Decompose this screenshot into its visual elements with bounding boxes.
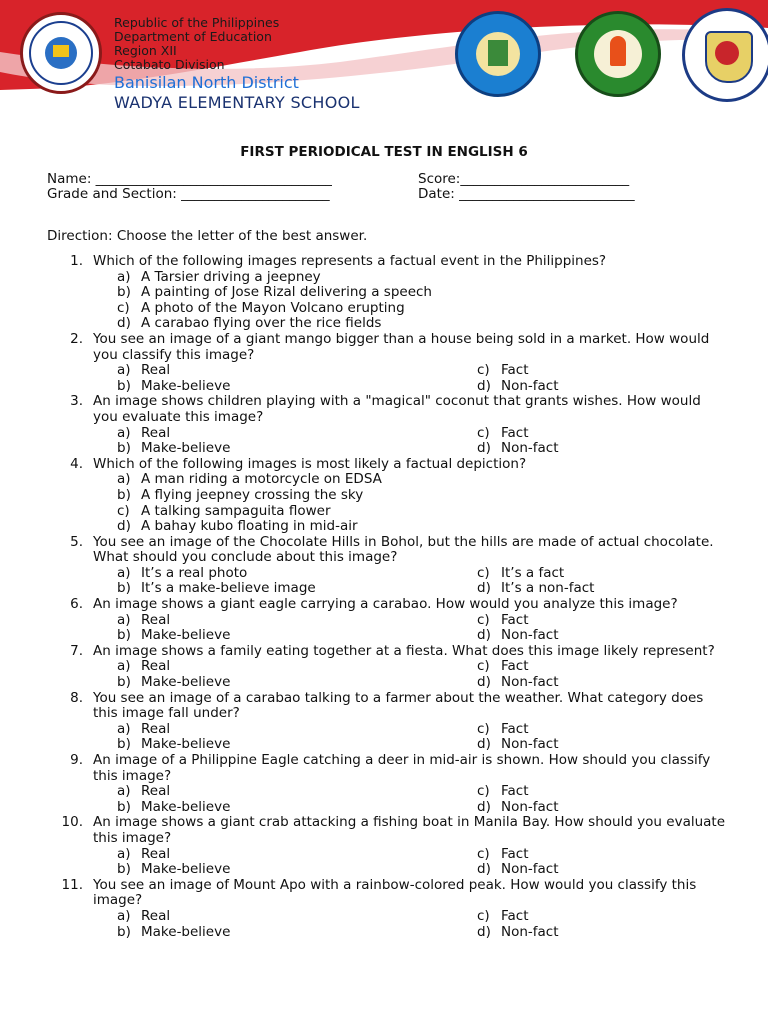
date-field: Date: __________________________ [418, 186, 635, 202]
option-letter: a) [117, 268, 131, 285]
option-text: Make-believe [141, 861, 231, 878]
question-number: 6. [70, 596, 83, 613]
question-number: 4. [70, 455, 83, 472]
question-text: Which of the following images represents a factual event in the Philippines? [93, 253, 607, 269]
answer-option [93, 675, 453, 691]
answer-option [453, 862, 653, 878]
question-number: 10. [61, 814, 83, 831]
option-letter: d) [477, 627, 491, 644]
option-text: Real [141, 424, 171, 441]
agency-lines [114, 16, 279, 72]
option-text: Non-fact [501, 377, 559, 394]
question-number: 2. [70, 330, 83, 347]
option-letter: c) [477, 424, 490, 441]
option-letter: a) [117, 471, 131, 488]
school-seal-icon [20, 12, 102, 94]
answer-options [93, 472, 727, 534]
question-text: An image shows children playing with a "magical" coconut that grants wishes. How would you evaluate this image? [93, 393, 701, 425]
direction-text: Direction: Choose the letter of the best answer. [47, 228, 368, 244]
question-list [47, 254, 727, 940]
answer-options [93, 426, 727, 457]
answer-option [93, 301, 727, 317]
option-letter: d) [477, 580, 491, 597]
option-text: Real [141, 845, 171, 862]
deped-seal-icon [682, 8, 768, 102]
option-text: Make-believe [141, 923, 231, 940]
question-text: You see an image of the Chocolate Hills in Bohol, but the hills are made of actual chocolate. What should you conclude about this image? [93, 533, 714, 566]
option-text: Fact [501, 658, 529, 675]
option-letter: a) [117, 658, 131, 675]
answer-option [453, 581, 653, 597]
question-item [47, 691, 727, 753]
question-item [47, 753, 727, 815]
option-text: A bahay kubo floating in mid-air [141, 518, 358, 535]
answer-option [453, 784, 653, 800]
option-text: A painting of Jose Rizal delivering a speech [141, 284, 432, 301]
option-text: Non-fact [501, 923, 559, 940]
answer-option [93, 613, 453, 629]
question-item [47, 535, 727, 597]
answer-option [453, 566, 653, 582]
question-number: 11. [61, 876, 83, 893]
answer-options [93, 722, 727, 753]
answer-option [93, 363, 453, 379]
question-number: 8. [70, 689, 83, 706]
option-letter: a) [117, 783, 131, 800]
answer-option [93, 784, 453, 800]
option-text: Non-fact [501, 674, 559, 691]
option-text: Real [141, 783, 171, 800]
answer-options [93, 659, 727, 690]
option-text: It’s a real photo [141, 564, 248, 581]
question-item [47, 878, 727, 940]
answer-options [93, 847, 727, 878]
option-text: Real [141, 658, 171, 675]
answer-option [93, 426, 453, 442]
question-item [47, 457, 727, 535]
agency-line: Department of Education [114, 29, 272, 44]
option-letter: d) [477, 861, 491, 878]
option-text: Make-believe [141, 377, 231, 394]
option-text: Make-believe [141, 736, 231, 753]
option-letter: d) [477, 377, 491, 394]
answer-option [93, 285, 727, 301]
question-item [47, 394, 727, 456]
district-name: Banisilan North District [114, 73, 299, 92]
option-text: Fact [501, 424, 529, 441]
option-letter: b) [117, 798, 131, 815]
option-text: Non-fact [501, 627, 559, 644]
answer-option [453, 847, 653, 863]
answer-option [93, 800, 453, 816]
option-letter: b) [117, 486, 131, 503]
option-text: Non-fact [501, 798, 559, 815]
question-number: 1. [70, 253, 83, 269]
answer-option [93, 737, 453, 753]
option-letter: d) [117, 315, 131, 332]
name-field: Name: ___________________________________ [47, 171, 332, 187]
answer-option [93, 519, 727, 535]
option-letter: b) [117, 736, 131, 753]
question-number: 9. [70, 752, 83, 768]
option-text: A photo of the Mayon Volcano erupting [141, 299, 405, 316]
option-text: Fact [501, 362, 529, 379]
school-name: WADYA ELEMENTARY SCHOOL [114, 93, 360, 112]
division-logo-icon [575, 11, 661, 97]
option-letter: c) [477, 845, 490, 862]
answer-options [93, 566, 727, 597]
answer-option [93, 270, 727, 286]
option-letter: b) [117, 377, 131, 394]
answer-option [453, 659, 653, 675]
answer-option [93, 847, 453, 863]
question-item [47, 644, 727, 691]
answer-option [453, 441, 653, 457]
answer-option [93, 566, 453, 582]
answer-option [93, 925, 453, 941]
option-text: It’s a fact [501, 564, 565, 581]
option-letter: b) [117, 627, 131, 644]
option-letter: d) [117, 518, 131, 535]
answer-options [93, 784, 727, 815]
answer-option [453, 628, 653, 644]
answer-options [93, 363, 727, 394]
answer-option [453, 379, 653, 395]
option-letter: c) [117, 502, 130, 519]
option-text: Real [141, 720, 171, 737]
answer-option [93, 316, 727, 332]
answer-option [93, 909, 453, 925]
option-text: It’s a non-fact [501, 580, 595, 597]
option-letter: c) [477, 611, 490, 628]
agency-line: Region XII [114, 43, 177, 58]
option-letter: b) [117, 861, 131, 878]
option-text: Make-believe [141, 674, 231, 691]
option-letter: a) [117, 362, 131, 379]
option-text: Fact [501, 845, 529, 862]
answer-option [93, 379, 453, 395]
option-letter: d) [477, 736, 491, 753]
district-logo-icon [455, 11, 541, 97]
answer-option [93, 862, 453, 878]
option-letter: a) [117, 424, 131, 441]
option-text: A Tarsier driving a jeepney [141, 268, 321, 285]
question-text: You see an image of Mount Apo with a rainbow-colored peak. How would you classify this image? [93, 876, 697, 909]
question-item [47, 597, 727, 644]
answer-option [453, 737, 653, 753]
answer-option [93, 441, 453, 457]
answer-option [453, 722, 653, 738]
answer-option [93, 504, 727, 520]
letterhead [0, 0, 768, 112]
question-text: An image shows a giant crab attacking a fishing boat in Manila Bay. How should you evaluate this image? [93, 814, 726, 846]
agency-line: Cotabato Division [114, 57, 225, 72]
option-letter: b) [117, 440, 131, 457]
option-letter: b) [117, 284, 131, 301]
answer-option [453, 363, 653, 379]
option-letter: b) [117, 580, 131, 597]
option-letter: c) [477, 720, 490, 737]
score-field: Score:_________________________ [418, 171, 630, 187]
option-letter: d) [477, 440, 491, 457]
option-text: A talking sampaguita flower [141, 502, 331, 519]
option-text: Make-believe [141, 440, 231, 457]
answer-option [453, 675, 653, 691]
option-text: Make-believe [141, 627, 231, 644]
option-letter: d) [477, 923, 491, 940]
option-text: Fact [501, 783, 529, 800]
answer-option [93, 581, 453, 597]
agency-line: Republic of the Philippines [114, 15, 280, 30]
answer-options [93, 270, 727, 332]
question-text: Which of the following images is most likely a factual depiction? [93, 455, 527, 472]
option-text: Make-believe [141, 798, 231, 815]
question-text: You see an image of a giant mango bigger than a house being sold in a market. How would you classify this image? [93, 330, 710, 363]
option-text: A man riding a motorcycle on EDSA [141, 471, 382, 488]
option-letter: a) [117, 564, 131, 581]
question-item [47, 332, 727, 394]
option-letter: c) [477, 362, 490, 379]
option-text: A carabao flying over the rice fields [141, 315, 382, 332]
option-text: Non-fact [501, 440, 559, 457]
question-text: You see an image of a carabao talking to a farmer about the weather. What category does this image fall under? [93, 689, 704, 722]
option-letter: a) [117, 907, 131, 924]
option-text: It’s a make-believe image [141, 580, 316, 597]
answer-option [453, 909, 653, 925]
option-letter: a) [117, 720, 131, 737]
option-text: Real [141, 907, 171, 924]
option-letter: b) [117, 923, 131, 940]
answer-options [93, 613, 727, 644]
question-number: 3. [70, 393, 83, 410]
option-letter: d) [477, 674, 491, 691]
answer-option [453, 613, 653, 629]
option-text: Fact [501, 611, 529, 628]
option-letter: b) [117, 674, 131, 691]
answer-option [93, 472, 727, 488]
question-text: An image shows a giant eagle carrying a carabao. How would you analyze this image? [93, 596, 678, 613]
question-number: 7. [70, 642, 83, 659]
answer-option [93, 659, 453, 675]
answer-option [93, 488, 727, 504]
option-text: Real [141, 362, 171, 379]
option-text: A flying jeepney crossing the sky [141, 486, 364, 503]
question-number: 5. [70, 533, 83, 550]
option-text: Non-fact [501, 861, 559, 878]
option-letter: c) [477, 564, 490, 581]
answer-option [453, 426, 653, 442]
answer-option [453, 925, 653, 941]
answer-options [93, 909, 727, 940]
option-text: Real [141, 611, 171, 628]
answer-option [453, 800, 653, 816]
option-letter: c) [477, 907, 490, 924]
option-letter: a) [117, 845, 131, 862]
question-text: An image of a Philippine Eagle catching a deer in mid-air is shown. How should you classify this image? [93, 752, 711, 784]
option-letter: a) [117, 611, 131, 628]
test-title: FIRST PERIODICAL TEST IN ENGLISH 6 [240, 144, 528, 160]
question-item [47, 254, 727, 332]
option-text: Non-fact [501, 736, 559, 753]
question-item [47, 815, 727, 877]
question-text: An image shows a family eating together at a fiesta. What does this image likely represent? [93, 642, 715, 659]
answer-option [93, 628, 453, 644]
option-text: Fact [501, 907, 529, 924]
option-text: Fact [501, 720, 529, 737]
option-letter: c) [477, 783, 490, 800]
answer-option [93, 722, 453, 738]
option-letter: c) [477, 658, 490, 675]
option-letter: d) [477, 798, 491, 815]
option-letter: c) [117, 299, 130, 316]
grade-section-field: Grade and Section: ______________________ [47, 186, 330, 202]
